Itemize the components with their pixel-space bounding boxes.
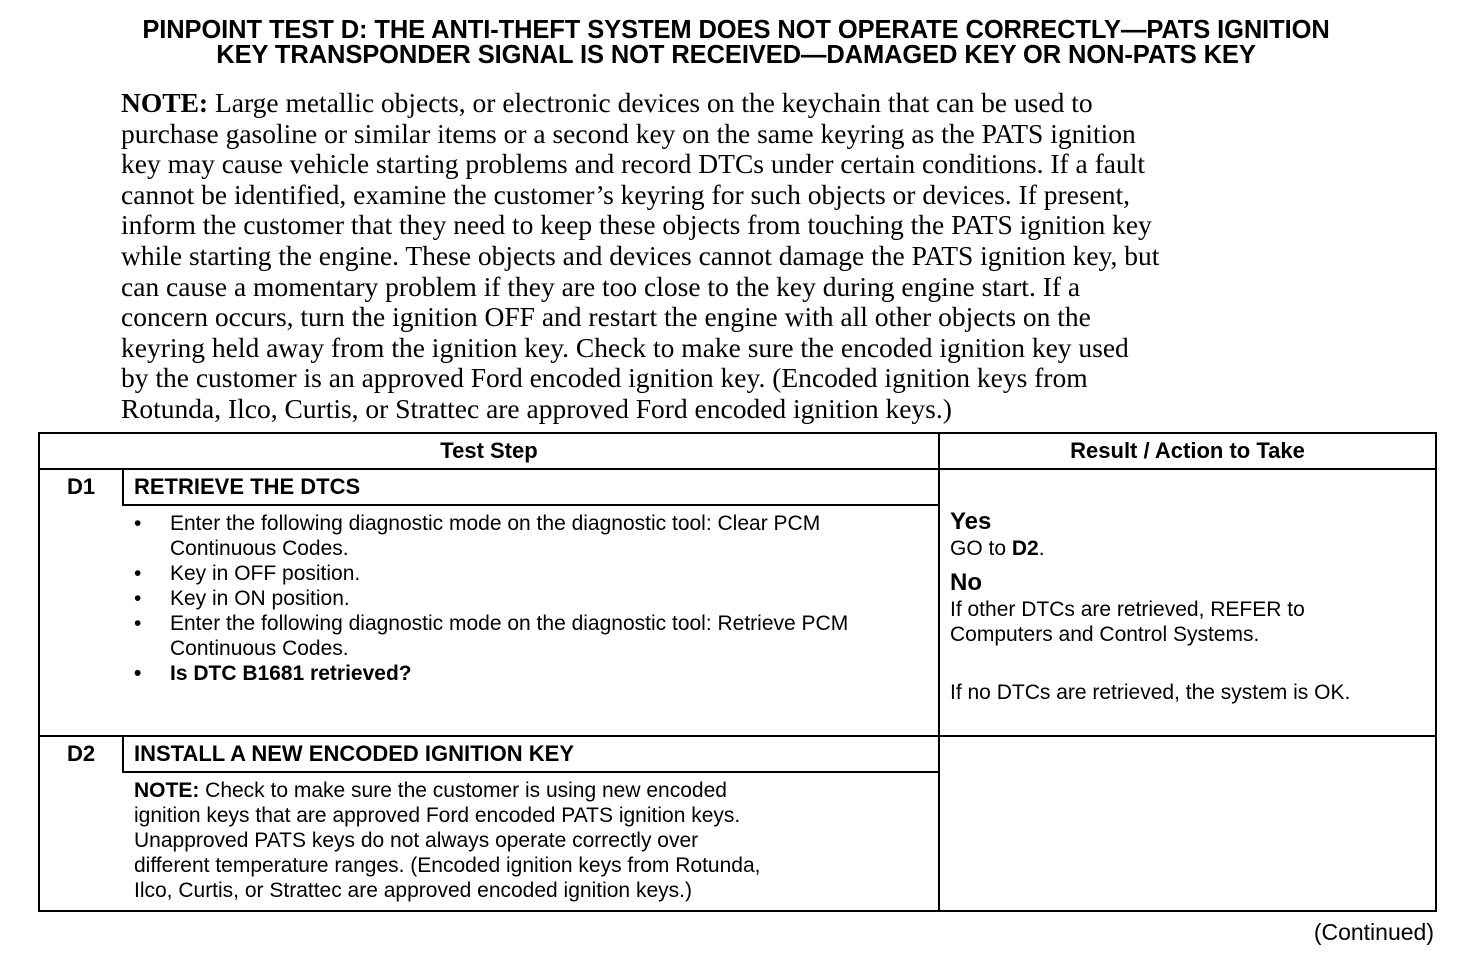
- title-line-2: KEY TRANSPONDER SIGNAL IS NOT RECEIVED—DAMAGED KEY OR NON-PATS KEY: [216, 41, 1256, 69]
- step-title-divider: [122, 504, 938, 506]
- header-row-divider: [40, 468, 1435, 470]
- note-line: Ilco, Curtis, or Strattec are approved encoded ignition keys.): [134, 879, 692, 902]
- pinpoint-test-table: [38, 432, 1437, 912]
- step-title-d2: INSTALL A NEW ENCODED IGNITION KEY: [134, 741, 575, 766]
- note-line: [121, 88, 1361, 119]
- note-line-text: Check to make sure the customer is using new encoded: [199, 779, 727, 802]
- note-line: inform the customer that they need to keep these objects from touching the PATS ignition key: [121, 209, 1152, 241]
- note-line-text: Large metallic objects, or electronic devices on the keychain that can be used to: [208, 87, 1093, 118]
- instruction-item: • Key in ON position.: [134, 586, 924, 611]
- title-line-1: PINPOINT TEST D: THE ANTI-THEFT SYSTEM DOES NOT OPERATE CORRECTLY—PATS IGNITION: [142, 16, 1330, 44]
- page-title: [30, 18, 1442, 68]
- result-yes-suffix: .: [1038, 537, 1045, 560]
- note-line: key may cause vehicle starting problems and record DTCs under certain conditions. If a fault: [121, 148, 1146, 180]
- note-line: can cause a momentary problem if they are too close to the key during engine start. If a: [121, 270, 1081, 302]
- result-no-label: No: [950, 569, 982, 596]
- step-title-divider: [122, 771, 938, 773]
- step-d1-instructions: [134, 511, 924, 686]
- continued-label: (Continued): [1313, 919, 1434, 945]
- step-note-label: NOTE:: [134, 779, 200, 802]
- note-line: Rotunda, Ilco, Curtis, or Strattec are approved Ford encoded ignition keys.): [121, 392, 952, 424]
- note-line: ignition keys that are approved Ford encoded PATS ignition keys.: [134, 804, 741, 827]
- step-id-d1: D1: [66, 474, 96, 499]
- id-column-divider: [122, 470, 124, 506]
- result-yes-label: Yes: [950, 508, 992, 535]
- step-id-d2: D2: [66, 741, 96, 766]
- result-yes-action: [950, 536, 1420, 561]
- instruction-item: • Key in OFF position.: [134, 561, 924, 586]
- header-test-step: Test Step: [440, 438, 538, 463]
- instruction-item: • Enter the following diagnostic mode on the diagnostic tool: Clear PCM Continuous Codes.: [134, 511, 924, 561]
- note-label: NOTE:: [121, 87, 209, 118]
- step-row-divider: [40, 735, 1435, 737]
- column-divider: [938, 434, 940, 910]
- note-line: concern occurs, turn the ignition OFF and restart the engine with all other objects on the: [121, 301, 1091, 333]
- note-line: [134, 778, 924, 803]
- note-line: Unapproved PATS keys do not always operate correctly over: [134, 829, 699, 852]
- step-d2-note: [134, 778, 924, 903]
- note-line: while starting the engine. These objects and devices cannot damage the PATS ignition key, but: [121, 239, 1160, 271]
- id-column-divider: [122, 737, 124, 773]
- note-line: purchase gasoline or similar items or a second key on the same keyring as the PATS ignition: [121, 117, 1136, 149]
- instruction-question: • Is DTC B1681 retrieved?: [134, 661, 924, 686]
- note-line: by the customer is an approved Ford encoded ignition key. (Encoded ignition keys from: [121, 362, 1088, 394]
- note-line: different temperature ranges. (Encoded ignition keys from Rotunda,: [134, 854, 761, 877]
- result-no-action-2: If no DTCs are retrieved, the system is OK.: [950, 681, 1351, 704]
- step-d1-result: [950, 508, 1420, 705]
- result-yes-prefix: GO to: [950, 537, 1012, 560]
- header-result-action: Result / Action to Take: [1070, 438, 1305, 463]
- result-yes-target: D2: [1011, 537, 1039, 560]
- instruction-item: • Enter the following diagnostic mode on the diagnostic tool: Retrieve PCM Continuous Codes.: [134, 611, 870, 661]
- step-title-d1: RETRIEVE THE DTCS: [134, 474, 361, 499]
- general-note: [121, 88, 1361, 425]
- result-no-action: If other DTCs are retrieved, REFER to Computers and Control Systems.: [950, 598, 1305, 646]
- note-line: cannot be identified, examine the customer’s keyring for such objects or devices. If present,: [121, 178, 1131, 210]
- note-line: keyring held away from the ignition key. Check to make sure the encoded ignition key used: [121, 331, 1129, 363]
